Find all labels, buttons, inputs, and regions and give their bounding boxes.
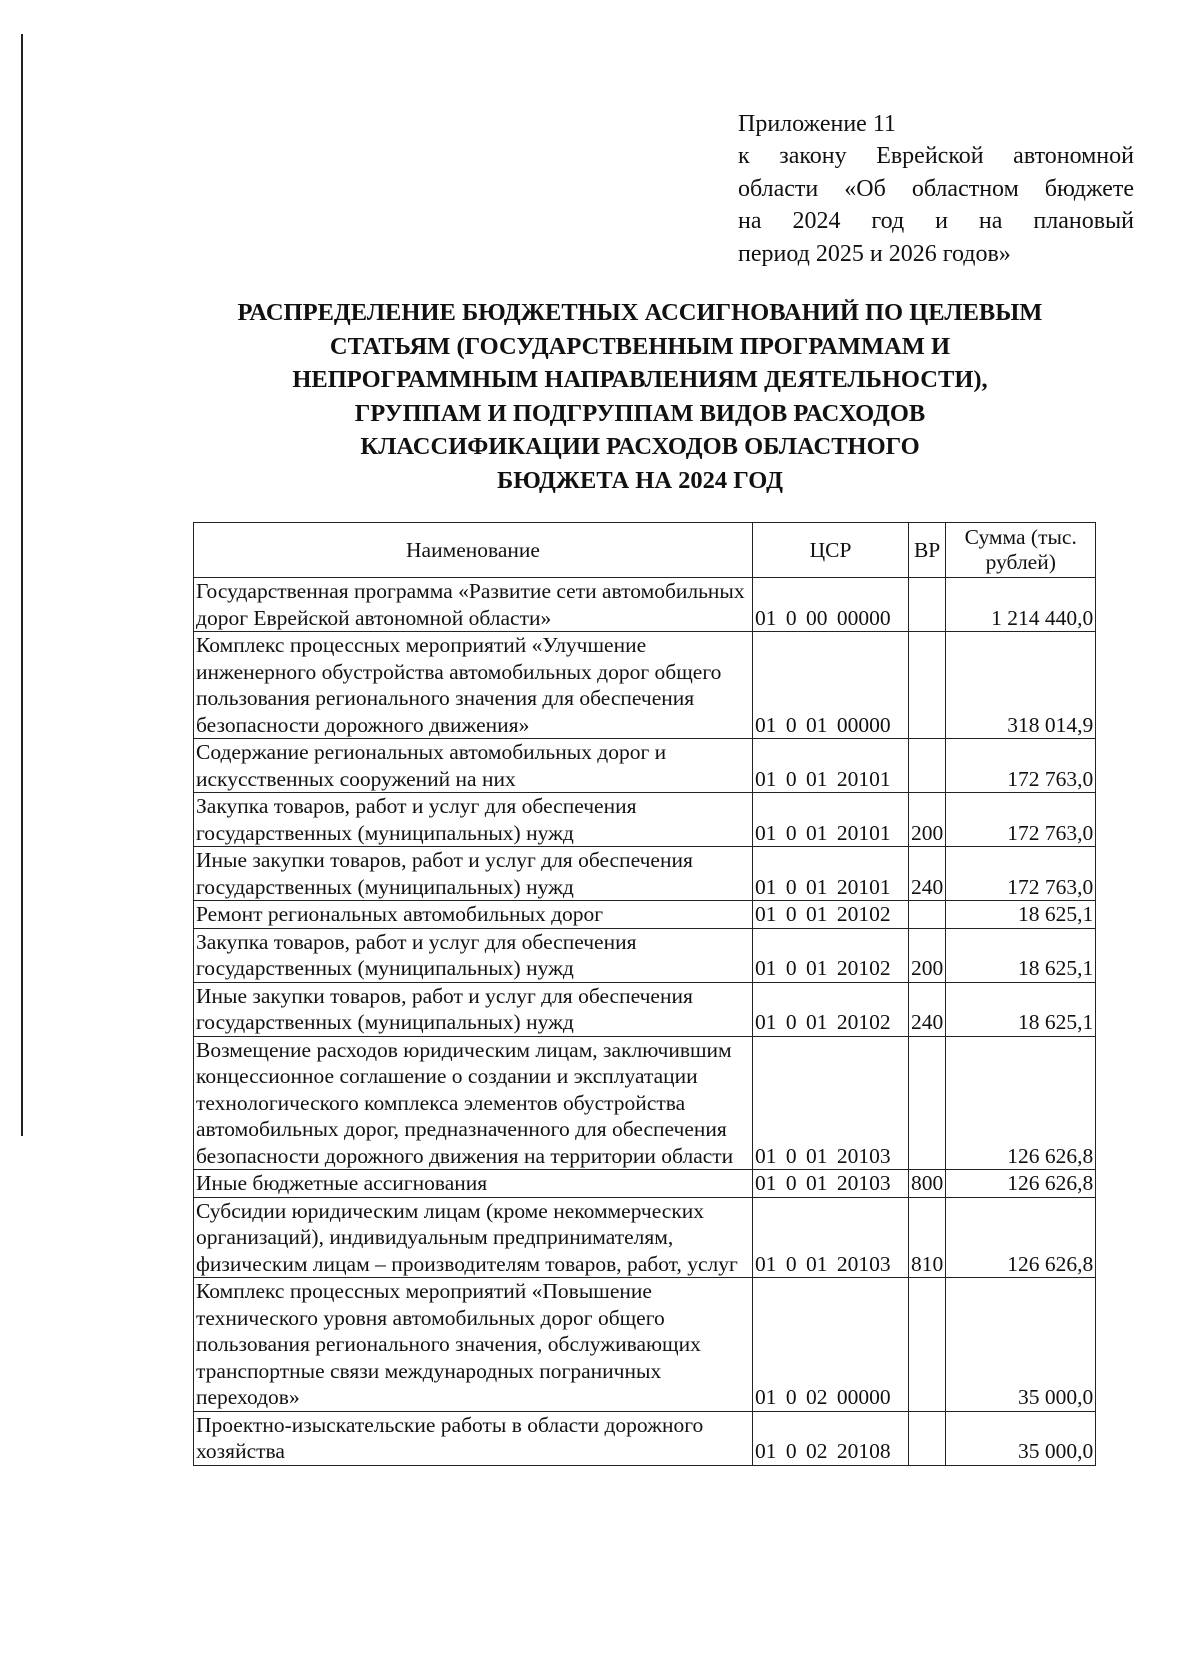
cell-csr: 01 0 02 20108 <box>753 1411 909 1465</box>
cell-name: Иные закупки товаров, работ и услуг для обеспечения государственных (муниципальных) нужд <box>194 982 753 1036</box>
cell-csr: 01 0 01 20101 <box>753 793 909 847</box>
cell-sum: 318 014,9 <box>946 632 1096 739</box>
cell-name: Комплекс процессных мероприятий «Повышение технического уровня автомобильных дорог общего пользования регионального значения, обслуживающих транспортные связи международных пограничных переходов» <box>194 1278 753 1412</box>
title-line: РАСПРЕДЕЛЕНИЕ БЮДЖЕТНЫХ АССИГНОВАНИЙ ПО ЦЕЛЕВЫМ <box>237 299 1043 326</box>
cell-vr <box>909 901 946 929</box>
cell-csr: 01 0 01 20101 <box>753 739 909 793</box>
cell-name: Закупка товаров, работ и услуг для обеспечения государственных (муниципальных) нужд <box>194 928 753 982</box>
cell-vr: 200 <box>909 928 946 982</box>
cell-vr <box>909 739 946 793</box>
title-line: КЛАССИФИКАЦИИ РАСХОДОВ ОБЛАСТНОГО <box>360 433 920 461</box>
cell-vr: 240 <box>909 847 946 901</box>
table-row <box>194 739 1096 793</box>
title-line: СТАТЬЯМ (ГОСУДАРСТВЕННЫМ ПРОГРАММАМ И <box>329 332 951 360</box>
budget-allocation-table <box>193 522 1096 1466</box>
cell-name: Закупка товаров, работ и услуг для обеспечения государственных (муниципальных) нужд <box>194 793 753 847</box>
cell-sum: 126 626,8 <box>946 1036 1096 1170</box>
table-row <box>194 793 1096 847</box>
cell-name: Иные бюджетные ассигнования <box>194 1170 753 1198</box>
cell-name: Комплекс процессных мероприятий «Улучшение инженерного обустройства автомобильных дорог общего пользования регионального значения для обеспечения безопасности дорожного движения» <box>194 632 753 739</box>
cell-vr <box>909 1036 946 1170</box>
appendix-line: Приложение 11 <box>738 111 896 137</box>
cell-vr: 800 <box>909 1170 946 1198</box>
appendix-line: к закону Еврейской автономной <box>738 143 1134 170</box>
header-name: Наименование <box>194 523 753 578</box>
cell-csr: 01 0 01 20102 <box>753 901 909 929</box>
cell-name: Содержание региональных автомобильных дорог и искусственных сооружений на них <box>194 739 753 793</box>
appendix-line: на 2024 год и на плановый <box>738 208 1134 235</box>
appendix-line: области «Об областном бюджете <box>738 175 1134 202</box>
cell-sum: 35 000,0 <box>946 1278 1096 1412</box>
cell-name: Возмещение расходов юридическим лицам, заключившим концессионное соглашение о создании и эксплуатации технологического комплекса элементов обустройства автомобильных дорог, предназначенного для обеспечения безопасности дорожного движения на территории области <box>194 1036 753 1170</box>
table-header-row <box>194 523 1096 578</box>
table-row <box>194 578 1096 632</box>
cell-vr <box>909 632 946 739</box>
cell-vr <box>909 1411 946 1465</box>
header-csr: ЦСР <box>753 523 909 578</box>
cell-sum: 35 000,0 <box>946 1411 1096 1465</box>
appendix-note <box>738 108 1134 270</box>
left-margin-line <box>21 34 23 1136</box>
table-row <box>194 1170 1096 1198</box>
cell-csr: 01 0 01 20102 <box>753 928 909 982</box>
table-row <box>194 928 1096 982</box>
cell-sum: 126 626,8 <box>946 1170 1096 1198</box>
cell-csr: 01 0 02 00000 <box>753 1278 909 1412</box>
cell-csr: 01 0 01 20103 <box>753 1036 909 1170</box>
header-sum: Сумма (тыс. рублей) <box>946 523 1096 578</box>
table-row <box>194 1197 1096 1278</box>
cell-name: Субсидии юридическим лицам (кроме некоммерческих организаций), индивидуальным предпринимателям, физическим лицам – производителям товаров, работ, услуг <box>194 1197 753 1278</box>
cell-sum: 172 763,0 <box>946 847 1096 901</box>
header-vr: ВР <box>909 523 946 578</box>
cell-vr: 240 <box>909 982 946 1036</box>
cell-sum: 18 625,1 <box>946 982 1096 1036</box>
cell-csr: 01 0 01 20101 <box>753 847 909 901</box>
cell-csr: 01 0 00 00000 <box>753 578 909 632</box>
table-row <box>194 901 1096 929</box>
cell-vr: 810 <box>909 1197 946 1278</box>
cell-name: Ремонт региональных автомобильных дорог <box>194 901 753 929</box>
title-line: ГРУППАМ И ПОДГРУППАМ ВИДОВ РАСХОДОВ <box>354 399 926 427</box>
cell-name: Иные закупки товаров, работ и услуг для обеспечения государственных (муниципальных) нужд <box>194 847 753 901</box>
document-title <box>140 296 1140 498</box>
table-row <box>194 1278 1096 1412</box>
cell-vr: 200 <box>909 793 946 847</box>
cell-vr <box>909 578 946 632</box>
table-row <box>194 1411 1096 1465</box>
cell-name: Проектно-изыскательские работы в области дорожного хозяйства <box>194 1411 753 1465</box>
table-row <box>194 847 1096 901</box>
cell-vr <box>909 1278 946 1412</box>
cell-sum: 172 763,0 <box>946 793 1096 847</box>
cell-sum: 126 626,8 <box>946 1197 1096 1278</box>
appendix-line: период 2025 и 2026 годов» <box>738 240 1011 267</box>
cell-csr: 01 0 01 20102 <box>753 982 909 1036</box>
cell-sum: 172 763,0 <box>946 739 1096 793</box>
cell-csr: 01 0 01 20103 <box>753 1170 909 1198</box>
cell-sum: 18 625,1 <box>946 901 1096 929</box>
table-row <box>194 632 1096 739</box>
cell-name: Государственная программа «Развитие сети автомобильных дорог Еврейской автономной области» <box>194 578 753 632</box>
title-line: БЮДЖЕТА НА 2024 ГОД <box>497 466 783 494</box>
cell-sum: 1 214 440,0 <box>946 578 1096 632</box>
cell-sum: 18 625,1 <box>946 928 1096 982</box>
cell-csr: 01 0 01 00000 <box>753 632 909 739</box>
table-row <box>194 1036 1096 1170</box>
table-row <box>194 982 1096 1036</box>
title-line: НЕПРОГРАММНЫМ НАПРАВЛЕНИЯМ ДЕЯТЕЛЬНОСТИ), <box>292 366 988 394</box>
cell-csr: 01 0 01 20103 <box>753 1197 909 1278</box>
